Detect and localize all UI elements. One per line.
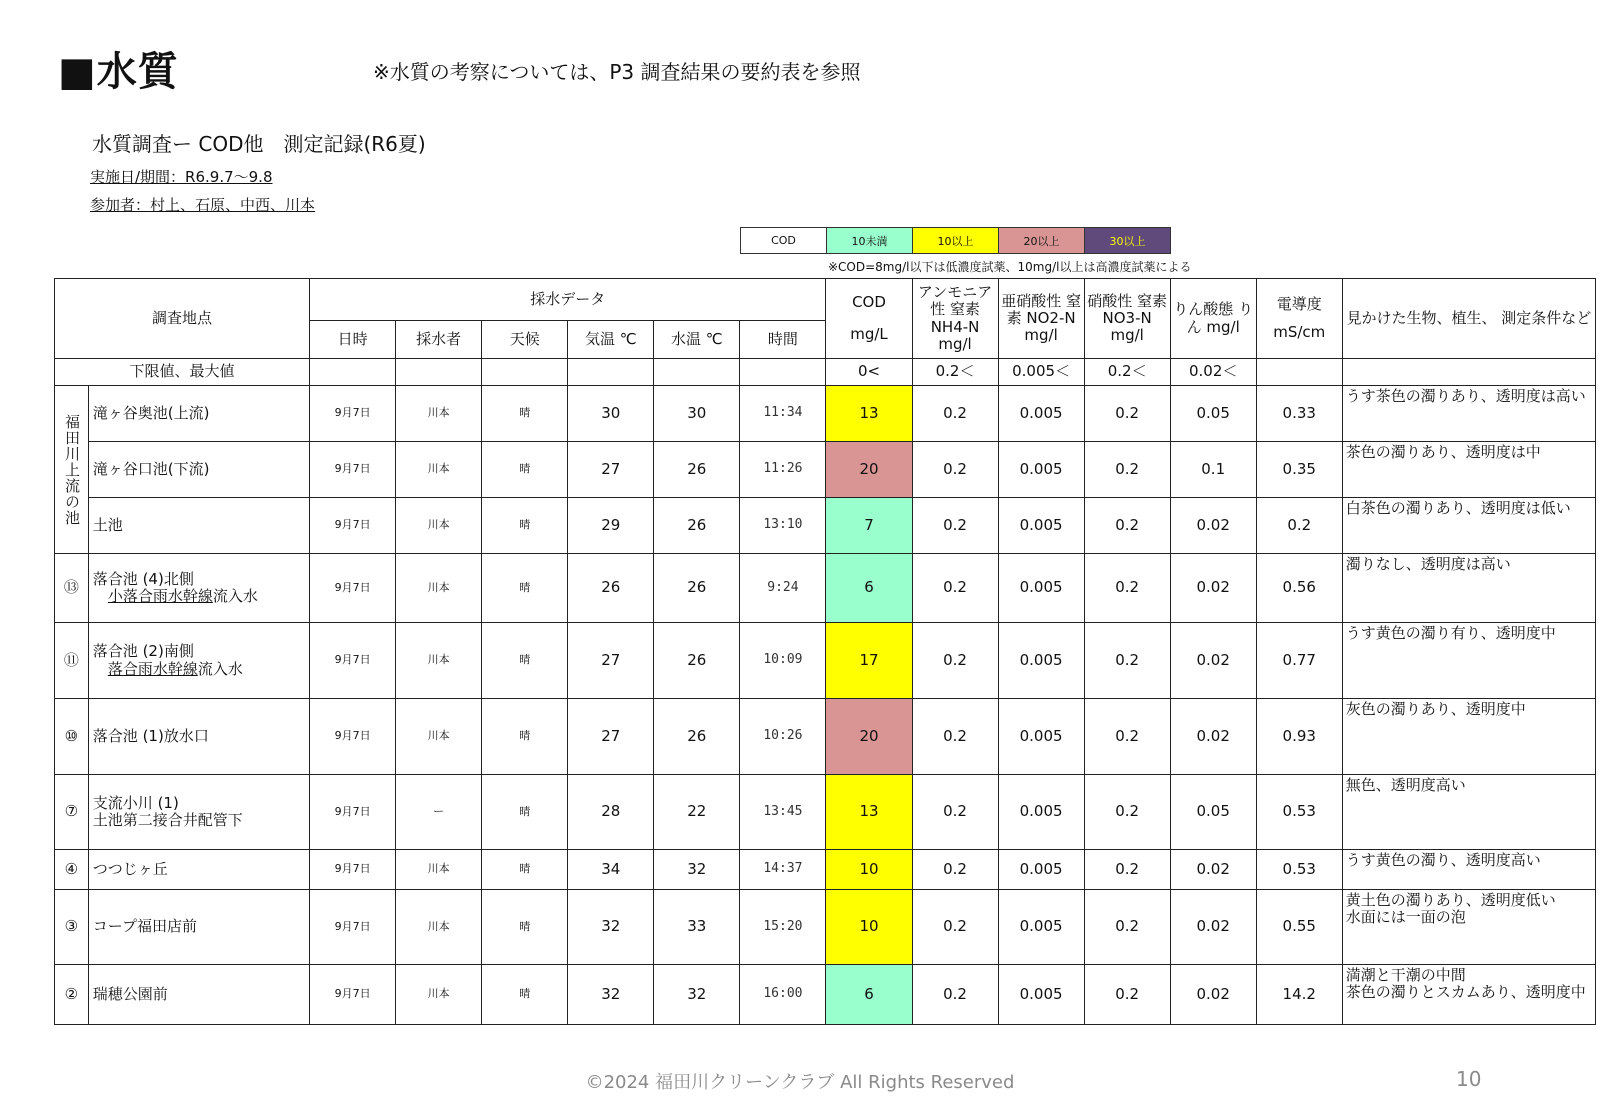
header-ec-label: 電導度 bbox=[1276, 295, 1322, 314]
site-marker: ③ bbox=[55, 890, 89, 965]
cell-sampler: 川本 bbox=[396, 442, 482, 498]
site-name-line1: コープ福田店前 bbox=[92, 917, 198, 936]
header-date: 日時 bbox=[310, 321, 396, 359]
cell-no2: 0.005 bbox=[998, 623, 1084, 699]
water-quality-table bbox=[54, 278, 1596, 1025]
cell-po4: 0.05 bbox=[1170, 775, 1256, 850]
site-name-line1: 滝ヶ谷奥池(上流) bbox=[92, 403, 210, 422]
header-nh4: アンモニア性 窒素 NH4-N mg/l bbox=[912, 279, 998, 359]
site-name bbox=[88, 623, 309, 699]
table-row bbox=[55, 442, 1596, 498]
cell-date: 9月7日 bbox=[310, 623, 396, 699]
cell-ec: 0.2 bbox=[1256, 498, 1342, 554]
cell-ec: 0.77 bbox=[1256, 623, 1342, 699]
cell-nh4: 0.2 bbox=[912, 498, 998, 554]
site-marker: ② bbox=[55, 965, 89, 1025]
cell-cod: 10 bbox=[826, 850, 912, 890]
cell-no3: 0.2 bbox=[1084, 850, 1170, 890]
cell-water-temp: 30 bbox=[654, 386, 740, 442]
copyright-footer: ©2024 福田川クリーンクラブ All Rights Reserved bbox=[585, 1072, 1015, 1093]
site-marker: ⑬ bbox=[55, 554, 89, 623]
site-name-line1: 落合池 (2)南側 bbox=[92, 642, 194, 661]
site-name bbox=[88, 498, 309, 554]
cell-ec: 0.33 bbox=[1256, 386, 1342, 442]
cell-air-temp: 29 bbox=[568, 498, 654, 554]
cell-air-temp: 28 bbox=[568, 775, 654, 850]
cell-ec: 0.53 bbox=[1256, 775, 1342, 850]
cell-sampler: 川本 bbox=[396, 850, 482, 890]
limit-nh4: 0.2＜ bbox=[912, 359, 998, 386]
cell-date: 9月7日 bbox=[310, 775, 396, 850]
site-channel-name: 小落合雨水幹線 bbox=[107, 587, 213, 605]
cell-po4: 0.02 bbox=[1170, 699, 1256, 775]
cell-air-temp: 32 bbox=[568, 965, 654, 1025]
survey-title: 水質調査ー COD他 測定記録(R6夏) bbox=[92, 132, 426, 156]
cell-remarks: うす茶色の濁りあり、透明度は高い bbox=[1342, 386, 1595, 442]
cell-remarks: 白茶色の濁りあり、透明度は低い bbox=[1342, 498, 1595, 554]
cell-cod: 7 bbox=[826, 498, 912, 554]
page-number: 10 bbox=[1456, 1067, 1482, 1091]
cell-no2: 0.005 bbox=[998, 442, 1084, 498]
cell-no3: 0.2 bbox=[1084, 890, 1170, 965]
cell-no2: 0.005 bbox=[998, 890, 1084, 965]
cell-date: 9月7日 bbox=[310, 554, 396, 623]
cell-nh4: 0.2 bbox=[912, 442, 998, 498]
header-site: 調査地点 bbox=[55, 279, 310, 359]
limit-cod: 0< bbox=[826, 359, 912, 386]
table-row bbox=[55, 965, 1596, 1025]
cell-weather: 晴 bbox=[482, 442, 568, 498]
site-name-line2: 土池第二接合井配管下 bbox=[92, 811, 243, 829]
site-name bbox=[88, 775, 309, 850]
cell-no2: 0.005 bbox=[998, 775, 1084, 850]
table-row bbox=[55, 498, 1596, 554]
cell-cod: 17 bbox=[826, 623, 912, 699]
header-cod-unit: mg/L bbox=[850, 324, 888, 343]
cell-water-temp: 22 bbox=[654, 775, 740, 850]
site-marker: ⑪ bbox=[55, 623, 89, 699]
cell-remarks: 濁りなし、透明度は高い bbox=[1342, 554, 1595, 623]
cell-water-temp: 26 bbox=[654, 699, 740, 775]
cell-no3: 0.2 bbox=[1084, 965, 1170, 1025]
header-po4: りん酸態 りん mg/l bbox=[1170, 279, 1256, 359]
cell-nh4: 0.2 bbox=[912, 386, 998, 442]
cod-legend bbox=[740, 227, 1171, 254]
cell-nh4: 0.2 bbox=[912, 554, 998, 623]
cell-air-temp: 34 bbox=[568, 850, 654, 890]
cell-water-temp: 26 bbox=[654, 498, 740, 554]
cell-no2: 0.005 bbox=[998, 850, 1084, 890]
table-row bbox=[55, 699, 1596, 775]
table-row bbox=[55, 850, 1596, 890]
site-name bbox=[88, 699, 309, 775]
cell-po4: 0.02 bbox=[1170, 890, 1256, 965]
cell-weather: 晴 bbox=[482, 699, 568, 775]
cell-time: 14:37 bbox=[740, 850, 826, 890]
header-cod-label: COD bbox=[852, 293, 886, 312]
cell-sampler: 川本 bbox=[396, 623, 482, 699]
cell-remarks: うす黄色の濁り、透明度高い bbox=[1342, 850, 1595, 890]
cell-water-temp: 26 bbox=[654, 623, 740, 699]
cell-po4: 0.02 bbox=[1170, 623, 1256, 699]
site-name-line1: 滝ヶ谷口池(下流) bbox=[92, 459, 210, 478]
cell-time: 16:00 bbox=[740, 965, 826, 1025]
legend-note: ※COD=8mg/l以下は低濃度試薬、10mg/l以上は高濃度試薬による bbox=[828, 260, 1192, 274]
cell-weather: 晴 bbox=[482, 554, 568, 623]
cell-air-temp: 32 bbox=[568, 890, 654, 965]
cell-remarks: 黄土色の濁りあり、透明度低い 水面には一面の泡 bbox=[1342, 890, 1595, 965]
cell-sampler: 川本 bbox=[396, 699, 482, 775]
cell-ec: 0.56 bbox=[1256, 554, 1342, 623]
cell-weather: 晴 bbox=[482, 623, 568, 699]
site-group-label: 福田川上流の池 bbox=[55, 386, 89, 554]
cell-water-temp: 26 bbox=[654, 554, 740, 623]
cell-water-temp: 33 bbox=[654, 890, 740, 965]
cell-time: 11:26 bbox=[740, 442, 826, 498]
site-name-line2 bbox=[93, 661, 309, 678]
cell-nh4: 0.2 bbox=[912, 775, 998, 850]
cell-cod: 6 bbox=[826, 965, 912, 1025]
cell-time: 13:10 bbox=[740, 498, 826, 554]
legend-ge10: 10以上 bbox=[913, 228, 999, 254]
page-heading: ■水質 bbox=[58, 49, 179, 95]
header-sampler: 採水者 bbox=[396, 321, 482, 359]
cell-water-temp: 26 bbox=[654, 442, 740, 498]
site-name bbox=[88, 850, 309, 890]
cell-remarks: 茶色の濁りあり、透明度は中 bbox=[1342, 442, 1595, 498]
cell-remarks: 灰色の濁りあり、透明度中 bbox=[1342, 699, 1595, 775]
site-suffix: 流入水 bbox=[212, 587, 258, 605]
cell-remarks: 満潮と干潮の中間 茶色の濁りとスカムあり、透明度中 bbox=[1342, 965, 1595, 1025]
cell-po4: 0.02 bbox=[1170, 850, 1256, 890]
site-marker: ⑦ bbox=[55, 775, 89, 850]
cell-weather: 晴 bbox=[482, 965, 568, 1025]
cell-no3: 0.2 bbox=[1084, 554, 1170, 623]
cell-cod: 6 bbox=[826, 554, 912, 623]
cell-cod: 20 bbox=[826, 442, 912, 498]
limit-no2: 0.005＜ bbox=[998, 359, 1084, 386]
site-indent bbox=[93, 660, 108, 678]
cell-sampler: ー bbox=[396, 775, 482, 850]
site-name-line1: 落合池 (4)北側 bbox=[92, 569, 194, 588]
site-suffix: 流入水 bbox=[197, 659, 243, 678]
site-marker: ④ bbox=[55, 850, 89, 890]
cell-ec: 0.55 bbox=[1256, 890, 1342, 965]
cell-sampler: 川本 bbox=[396, 965, 482, 1025]
cell-ec: 0.35 bbox=[1256, 442, 1342, 498]
cell-sampler: 川本 bbox=[396, 890, 482, 965]
cell-date: 9月7日 bbox=[310, 442, 396, 498]
limit-po4: 0.02＜ bbox=[1170, 359, 1256, 386]
cell-no3: 0.2 bbox=[1084, 498, 1170, 554]
site-name bbox=[88, 554, 309, 623]
site-name-line2 bbox=[93, 588, 309, 605]
cell-no2: 0.005 bbox=[998, 699, 1084, 775]
cell-nh4: 0.2 bbox=[912, 850, 998, 890]
cell-no2: 0.005 bbox=[998, 965, 1084, 1025]
header-remarks: 見かけた生物、植生、 測定条件など bbox=[1342, 279, 1595, 359]
site-name bbox=[88, 386, 309, 442]
cell-no2: 0.005 bbox=[998, 554, 1084, 623]
survey-period: 実施日/期間：R6.9.7〜9.8 bbox=[90, 168, 273, 186]
cell-sampler: 川本 bbox=[396, 498, 482, 554]
cell-date: 9月7日 bbox=[310, 386, 396, 442]
cell-air-temp: 27 bbox=[568, 623, 654, 699]
site-name-line1: 落合池 (1)放水口 bbox=[92, 726, 209, 745]
cell-date: 9月7日 bbox=[310, 699, 396, 775]
site-name-line1: 土池 bbox=[92, 515, 123, 534]
cell-weather: 晴 bbox=[482, 498, 568, 554]
participants: 参加者：村上、石原、中西、川本 bbox=[90, 196, 316, 214]
header-no2: 亜硝酸性 窒素 NO2-N mg/l bbox=[998, 279, 1084, 359]
cell-no3: 0.2 bbox=[1084, 775, 1170, 850]
cell-weather: 晴 bbox=[482, 775, 568, 850]
cell-cod: 13 bbox=[826, 386, 912, 442]
table-row bbox=[55, 623, 1596, 699]
cell-time: 13:45 bbox=[740, 775, 826, 850]
cell-sampler: 川本 bbox=[396, 386, 482, 442]
cell-water-temp: 32 bbox=[654, 965, 740, 1025]
cell-date: 9月7日 bbox=[310, 850, 396, 890]
cell-remarks: 無色、透明度高い bbox=[1342, 775, 1595, 850]
table-row bbox=[55, 775, 1596, 850]
header-time: 時間 bbox=[740, 321, 826, 359]
cell-nh4: 0.2 bbox=[912, 699, 998, 775]
cell-ec: 0.53 bbox=[1256, 850, 1342, 890]
cell-no3: 0.2 bbox=[1084, 386, 1170, 442]
site-name-line1: 支流小川 (1) bbox=[92, 793, 179, 812]
cell-time: 15:20 bbox=[740, 890, 826, 965]
header-ec-unit: mS/cm bbox=[1273, 322, 1326, 341]
cell-weather: 晴 bbox=[482, 890, 568, 965]
cell-air-temp: 30 bbox=[568, 386, 654, 442]
cell-date: 9月7日 bbox=[310, 498, 396, 554]
cell-po4: 0.02 bbox=[1170, 965, 1256, 1025]
table-row bbox=[55, 554, 1596, 623]
cell-air-temp: 27 bbox=[568, 699, 654, 775]
header-water-temp: 水温 ℃ bbox=[654, 321, 740, 359]
header-ec bbox=[1256, 279, 1342, 359]
reference-note: ※水質の考察については、P3 調査結果の要約表を参照 bbox=[373, 60, 861, 84]
header-weather: 天候 bbox=[482, 321, 568, 359]
site-marker: ⑩ bbox=[55, 699, 89, 775]
cell-cod: 10 bbox=[826, 890, 912, 965]
site-name-line1: 瑞穂公園前 bbox=[92, 984, 168, 1003]
cell-po4: 0.02 bbox=[1170, 554, 1256, 623]
cell-weather: 晴 bbox=[482, 850, 568, 890]
cell-cod: 20 bbox=[826, 699, 912, 775]
cell-nh4: 0.2 bbox=[912, 965, 998, 1025]
cell-date: 9月7日 bbox=[310, 965, 396, 1025]
cell-sampler: 川本 bbox=[396, 554, 482, 623]
cell-po4: 0.1 bbox=[1170, 442, 1256, 498]
cell-time: 10:26 bbox=[740, 699, 826, 775]
table-row bbox=[55, 386, 1596, 442]
cell-cod: 13 bbox=[826, 775, 912, 850]
cell-ec: 0.93 bbox=[1256, 699, 1342, 775]
header-sampling: 採水データ bbox=[310, 279, 826, 321]
site-indent bbox=[93, 587, 108, 605]
table-row bbox=[55, 890, 1596, 965]
cell-no3: 0.2 bbox=[1084, 699, 1170, 775]
cell-air-temp: 26 bbox=[568, 554, 654, 623]
cell-no3: 0.2 bbox=[1084, 442, 1170, 498]
cell-air-temp: 27 bbox=[568, 442, 654, 498]
cell-no2: 0.005 bbox=[998, 498, 1084, 554]
cell-po4: 0.02 bbox=[1170, 498, 1256, 554]
limits-label: 下限値、最大値 bbox=[55, 359, 310, 386]
site-channel-name: 落合雨水幹線 bbox=[107, 659, 198, 678]
legend-cod-label: COD bbox=[741, 228, 827, 254]
site-name bbox=[88, 890, 309, 965]
cell-ec: 14.2 bbox=[1256, 965, 1342, 1025]
legend-ge20: 20以上 bbox=[999, 228, 1085, 254]
limit-no3: 0.2＜ bbox=[1084, 359, 1170, 386]
cell-date: 9月7日 bbox=[310, 890, 396, 965]
site-name bbox=[88, 965, 309, 1025]
header-no3: 硝酸性 窒素 NO3-N mg/l bbox=[1084, 279, 1170, 359]
legend-lt10: 10未満 bbox=[827, 228, 913, 254]
cell-nh4: 0.2 bbox=[912, 890, 998, 965]
cell-remarks: うす黄色の濁り有り、透明度中 bbox=[1342, 623, 1595, 699]
site-name-line1: つつじヶ丘 bbox=[92, 859, 168, 878]
cell-time: 10:09 bbox=[740, 623, 826, 699]
header-cod bbox=[826, 279, 912, 359]
cell-no2: 0.005 bbox=[998, 386, 1084, 442]
site-name bbox=[88, 442, 309, 498]
cell-po4: 0.05 bbox=[1170, 386, 1256, 442]
cell-time: 11:34 bbox=[740, 386, 826, 442]
cell-weather: 晴 bbox=[482, 386, 568, 442]
legend-ge30: 30以上 bbox=[1085, 228, 1171, 254]
cell-nh4: 0.2 bbox=[912, 623, 998, 699]
cell-no3: 0.2 bbox=[1084, 623, 1170, 699]
header-air-temp: 気温 ℃ bbox=[568, 321, 654, 359]
cell-water-temp: 32 bbox=[654, 850, 740, 890]
cell-time: 9:24 bbox=[740, 554, 826, 623]
